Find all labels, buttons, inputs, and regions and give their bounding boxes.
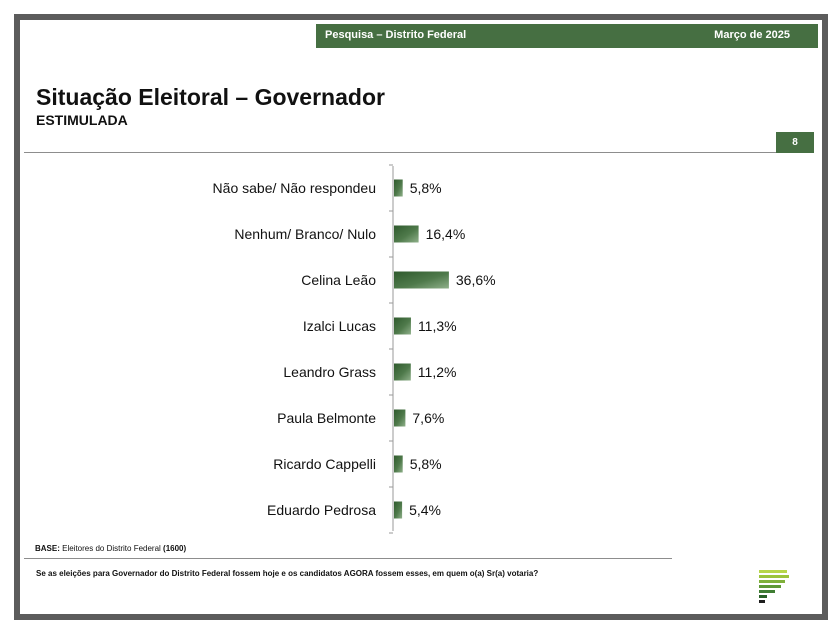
base-label: BASE: [35,544,60,553]
category-label: Ricardo Cappelli [273,456,376,472]
bar [394,318,411,335]
bar-chart [20,20,822,614]
bar [394,272,449,289]
value-label: 11,3% [417,318,457,334]
value-label: 36,6% [455,272,496,288]
category-label: Não sabe/ Não respondeu [212,180,376,196]
slide-title: Situação Eleitoral – Governador [36,84,385,110]
category-label: Izalci Lucas [302,318,376,334]
category-label: Paula Belmonte [277,410,376,426]
bar [394,410,405,427]
footer-divider [24,558,672,559]
value-label: 11,2% [417,364,457,380]
category-label: Celina Leão [301,272,376,288]
bar [394,226,419,243]
value-label: 16,4% [425,226,466,242]
bar [394,364,411,381]
bar [394,180,403,197]
category-label: Leandro Grass [283,364,376,380]
category-label: Nenhum/ Branco/ Nulo [234,226,376,242]
bar [394,456,403,473]
survey-question: Se as eleições para Governador do Distrito Federal fossem hoje e os candidatos AGORA fossem esses, em quem o(a) Sr(a) votaria? [36,569,539,578]
slide-frame [14,14,828,620]
bar [394,502,402,519]
value-label: 7,6% [412,410,445,426]
base-note [35,544,186,553]
base-text: Eleitores do Distrito Federal [59,544,164,553]
header-date: Março de 2025 [714,29,790,41]
slide-subtitle: ESTIMULADA [36,112,128,128]
value-label: 5,8% [409,456,442,472]
value-label: 5,4% [409,502,442,518]
category-label: Eduardo Pedrosa [267,502,376,518]
header-survey-label: Pesquisa – Distrito Federal [325,29,467,41]
value-label: 5,8% [409,180,442,196]
base-count: (1600) [163,544,187,553]
page-number: 8 [776,132,814,153]
brand-logo-icon [759,570,791,606]
